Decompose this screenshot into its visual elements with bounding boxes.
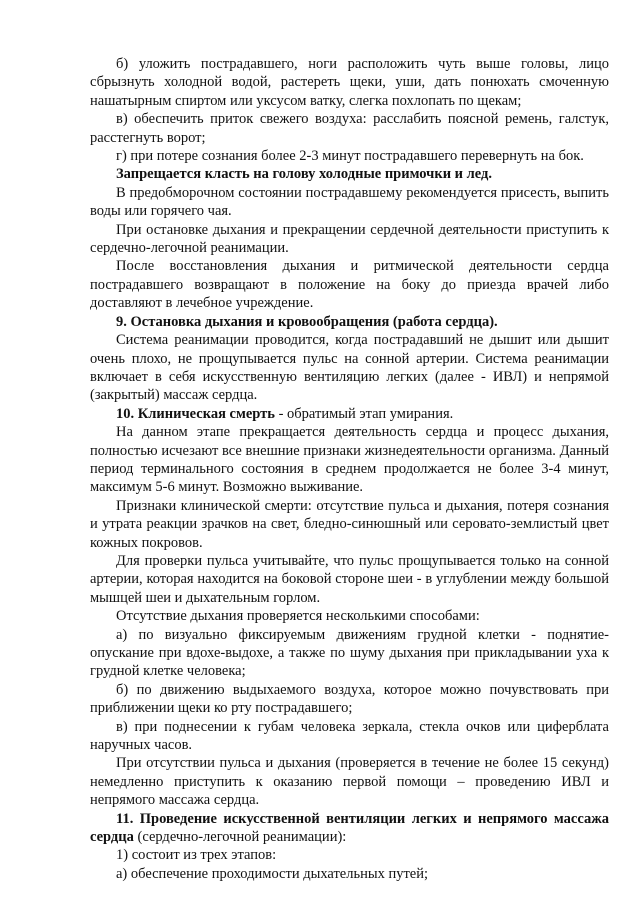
- paragraph-resuscitation-start: При остановке дыхания и прекращении сердечной деятельности приступить к сердечно-легочной реанимации.: [90, 221, 609, 257]
- list-item-breathing-v: в) при поднесении к губам человека зеркала, стекла очков или циферблата наручных часов.: [90, 718, 609, 754]
- paragraph-faint-help-g: г) при потере сознания более 2-3 минут пострадавшего перевернуть на бок.: [116, 148, 584, 165]
- list-item-breathing-a: а) по визуально фиксируемым движениям грудной клетки - поднятие-опускание при вдохе-выдохе, а также по шуму дыхания при прикладывании уха к грудной клетке человека;: [90, 626, 609, 680]
- paragraph-breathing-check: Отсутствие дыхания проверяется несколькими способами:: [116, 608, 480, 625]
- section-heading-11-rest: (сердечно-легочной реанимации):: [133, 829, 347, 846]
- section-heading-10: [90, 405, 609, 423]
- list-item-breathing-b: б) по движению выдыхаемого воздуха, которое можно почувствовать при приближении щеки ко рту пострадавшего;: [90, 681, 609, 717]
- paragraph-prefaint: В предобморочном состоянии пострадавшему рекомендуется присесть, выпить воды или горячего чая.: [90, 184, 609, 220]
- paragraph-pulse-check: Для проверки пульса учитывайте, что пульс прощупывается только на сонной артерии, которая находится на боковой стороне шеи - в углублении между большой мышцей шеи и дыхательным горлом.: [90, 552, 609, 606]
- list-item-stages: 1) состоит из трех этапов:: [116, 847, 277, 864]
- paragraph-faint-help-v: в) обеспечить приток свежего воздуха: расслабить поясной ремень, галстук, расстегнуть ворот;: [90, 111, 609, 146]
- paragraph-after-recovery: После восстановления дыхания и ритмической деятельности сердца пострадавшего возвращают в положение на боку до приезда врачей либо доставляют в лечебное учреждение.: [90, 258, 609, 312]
- section-heading-10-title: 10. Клиническая смерть: [116, 405, 275, 422]
- list-item-stage-a: а) обеспечение проходимости дыхательных путей;: [116, 865, 429, 882]
- section-heading-9: 9. Остановка дыхания и кровообращения (работа сердца).: [116, 313, 498, 330]
- paragraph-faint-help-b: б) уложить пострадавшего, ноги расположить чуть выше головы, лицо сбрызнуть холодной водой, растереть щеки, уши, дать понюхать смоченную нашатырным спиртом или уксусом ватку, слегка похлопать по щекам;: [90, 56, 609, 109]
- section-heading-11: [90, 810, 609, 847]
- paragraph-resuscitation-system: Система реанимации проводится, когда пострадавший не дышит или дышит очень плохо, не прощупывается пульс на сонной артерии. Система реанимации включает в себя искусственную вентиляцию легких (далее - ИВЛ) и непрямой (закрытый) массаж сердца.: [90, 332, 609, 404]
- paragraph-clinical-death-signs: Признаки клинической смерти: отсутствие пульса и дыхания, потеря сознания и утрата реакции зрачков на свет, бледно-синюшный или серовато-землистый цвет кожных покровов.: [90, 497, 609, 551]
- section-heading-10-rest: - обратимый этап умирания.: [274, 405, 454, 422]
- paragraph-clinical-death-stage: На данном этапе прекращается деятельность сердца и процесс дыхания, полностью исчезают все внешние признаки жизнедеятельности организма. Данный период терминального состояния в среднем продолжается не более 3-4 минут, максимум 5-6 минут. Возможно выживание.: [90, 424, 609, 496]
- document-page: [90, 55, 609, 883]
- section-heading-11-title: 11. Проведение искусственной вентиляции легких и непрямого массажа сердца: [90, 810, 609, 846]
- paragraph-no-pulse-action: При отсутствии пульса и дыхания (проверяется в течение не более 15 секунд) немедленно приступить к оказанию первой помощи – проведению ИВЛ и непрямого массажа сердца.: [90, 755, 609, 809]
- warning-cold-compress: Запрещается класть на голову холодные примочки и лед.: [116, 166, 492, 183]
